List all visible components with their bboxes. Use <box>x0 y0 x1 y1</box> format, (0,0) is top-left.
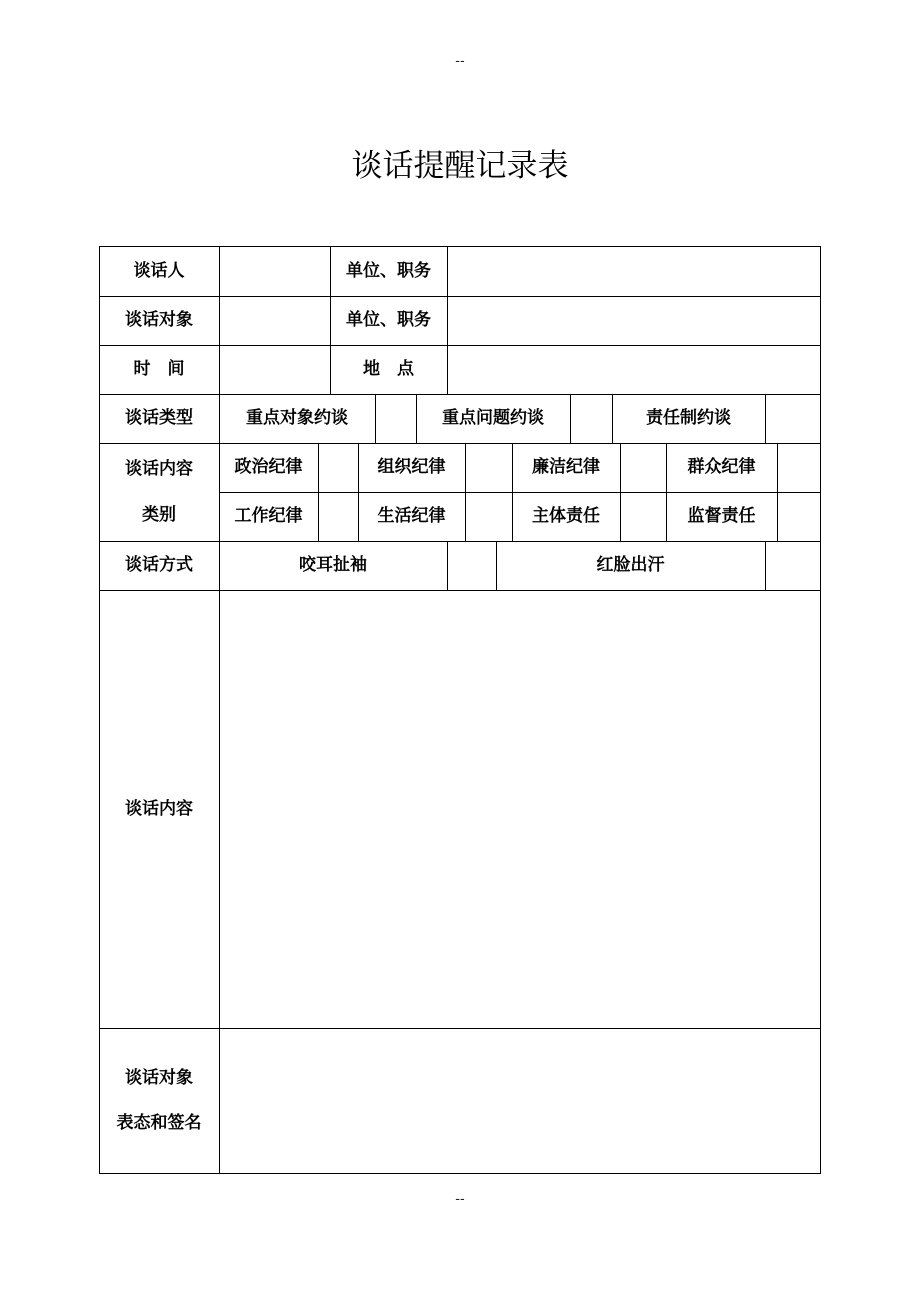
talk-content-textarea[interactable] <box>220 591 820 1028</box>
page-mark-top: -- <box>455 54 465 69</box>
label-talker: 谈话人 <box>133 260 185 281</box>
label-target-unit-position: 单位、职务 <box>346 310 431 331</box>
label-talk-type: 谈话类型 <box>125 408 193 429</box>
statement-signature-field[interactable] <box>220 1029 820 1173</box>
talk-method-option-label: 咬耳扯袖 <box>299 555 367 576</box>
label-content-category-line1: 谈话内容 <box>125 458 193 479</box>
talk-type-option-label: 重点问题约谈 <box>442 408 544 429</box>
talk-method-option-label: 红脸出汗 <box>596 555 665 576</box>
category-checkbox[interactable] <box>319 493 358 541</box>
label-talker-unit-position: 单位、职务 <box>346 260 431 281</box>
time-field[interactable] <box>220 346 330 394</box>
label-target-statement-line1: 谈话对象 <box>125 1068 193 1089</box>
label-time: 时 间 <box>133 359 185 380</box>
category-checkbox[interactable] <box>778 444 820 492</box>
label-place: 地 点 <box>363 359 414 380</box>
category-checkbox[interactable] <box>621 444 666 492</box>
category-option-label: 组织纪律 <box>377 457 446 478</box>
target-name-field[interactable] <box>220 297 330 345</box>
page-mark-bottom: -- <box>455 1192 465 1207</box>
target-unit-field[interactable] <box>448 297 820 345</box>
label-target-statement <box>99 1028 219 1173</box>
talk-method-checkbox[interactable] <box>766 542 820 590</box>
category-checkbox[interactable] <box>621 493 666 541</box>
table-border-right <box>820 246 821 1174</box>
label-talk-method: 谈话方式 <box>125 555 193 576</box>
label-target: 谈话对象 <box>125 310 193 331</box>
category-option-label: 廉洁纪律 <box>532 457 600 478</box>
category-checkbox[interactable] <box>778 493 820 541</box>
talk-method-checkbox[interactable] <box>448 542 496 590</box>
page-title: 谈话提醒记录表 <box>351 148 569 184</box>
label-target-statement-line2: 表态和签名 <box>116 1112 202 1133</box>
category-option-label: 工作纪律 <box>234 506 303 527</box>
category-checkbox[interactable] <box>319 444 358 492</box>
talk-type-option-label: 责任制约谈 <box>646 408 731 429</box>
category-option-label: 监督责任 <box>687 506 756 527</box>
category-checkbox[interactable] <box>466 444 512 492</box>
talker-unit-field[interactable] <box>448 247 820 296</box>
table-border-bottom <box>99 1173 821 1174</box>
talk-type-checkbox[interactable] <box>376 395 416 443</box>
talker-name-field[interactable] <box>220 247 330 296</box>
category-option-label: 群众纪律 <box>687 457 756 478</box>
talk-type-checkbox[interactable] <box>766 395 820 443</box>
category-option-label: 政治纪律 <box>234 457 303 478</box>
label-content-category <box>99 443 219 541</box>
talk-type-option-label: 重点对象约谈 <box>246 408 348 429</box>
category-checkbox[interactable] <box>466 493 512 541</box>
place-field[interactable] <box>448 346 820 394</box>
category-option-label: 生活纪律 <box>377 506 446 527</box>
talk-type-checkbox[interactable] <box>571 395 612 443</box>
label-talk-content: 谈话内容 <box>125 798 193 819</box>
category-option-label: 主体责任 <box>532 506 600 527</box>
label-content-category-line2: 类别 <box>142 505 176 525</box>
